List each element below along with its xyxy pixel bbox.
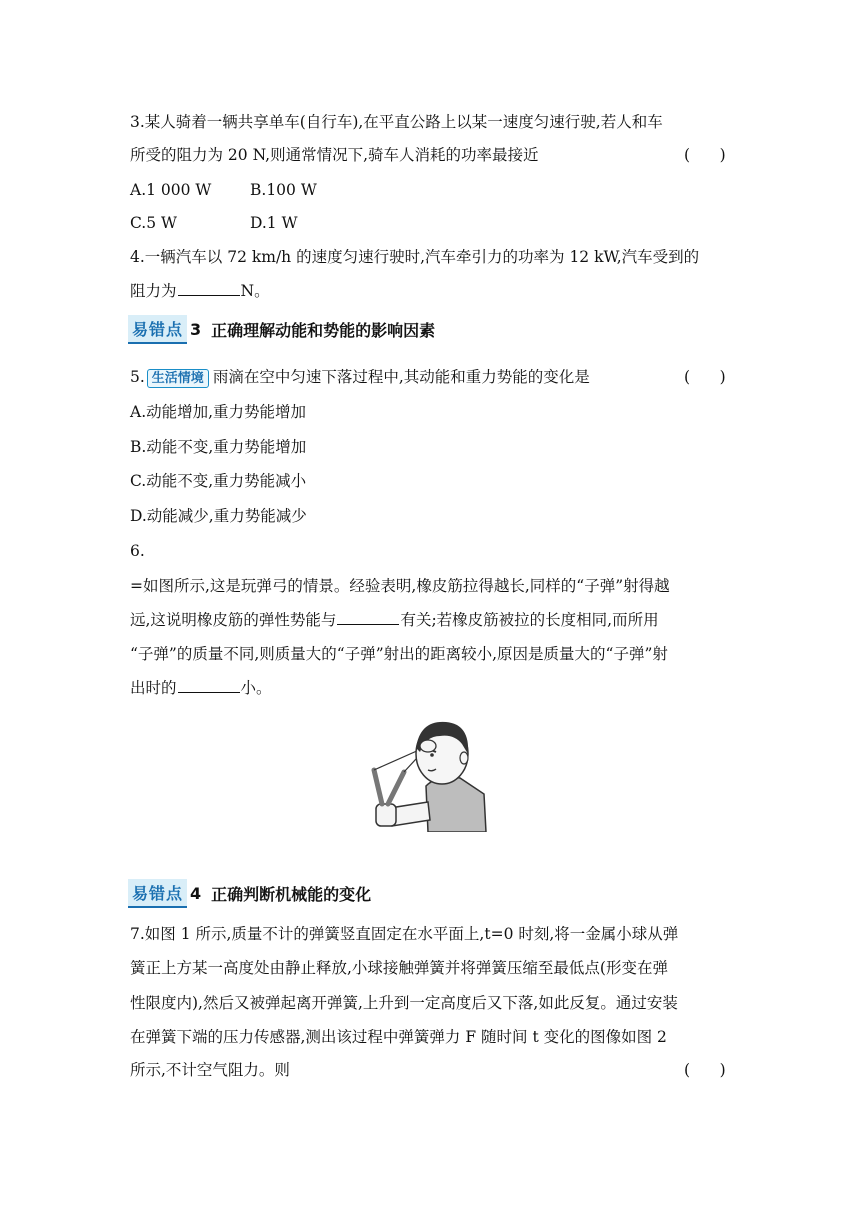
q6-line4-pre: 出时的 [130,679,177,697]
q3-option-c: C.5 W [130,214,177,232]
q6-line4 [130,678,272,698]
q3-line2: 所受的阻力为 20 N,则通常情况下,骑车人消耗的功率最接近 [130,146,539,164]
q3-option-a: A.1 000 W [130,181,212,199]
q6-blank-1 [337,610,399,625]
section-header-4 [128,880,371,906]
section3-tag: 易错点 [128,315,187,344]
q4-line2-pre: 阻力为 [130,282,177,300]
q5-option-b: B.动能不变,重力势能增加 [130,438,307,456]
q4-line1: 4.一辆汽车以 72 km/h 的速度匀速行驶时,汽车牵引力的功率为 12 kW,汽车受到的 [130,248,700,266]
section4-number: 4 [190,883,202,903]
q5-context-badge: 生活情境 [147,369,209,388]
q5-stem-text: 雨滴在空中匀速下落过程中,其动能和重力势能的变化是 [212,368,590,386]
q6-line2 [130,610,659,630]
q5-answer-paren: ( ) [684,368,726,386]
q6-line2-pre: 远,这说明橡皮筋的弹性势能与 [130,611,337,629]
q5-stem [130,367,590,388]
q7-line2: 簧正上方某一高度处由静止释放,小球接触弹簧并将弹簧压缩至最低点(形变在弹 [130,959,668,977]
q7-line1: 7.如图 1 所示,质量不计的弹簧竖直固定在水平面上,t=0 时刻,将一金属小球从弹 [130,925,679,943]
q7-line3: 性限度内),然后又被弹起离开弹簧,上升到一定高度后又下落,如此反复。通过安装 [130,994,678,1012]
q3-option-d: D.1 W [250,214,298,232]
q7-line4: 在弹簧下端的压力传感器,测出该过程中弹簧弹力 F 随时间 t 变化的图像如图 2 [130,1028,667,1046]
q3-answer-paren: ( ) [684,146,726,164]
section3-title: 正确理解动能和势能的影响因素 [211,320,436,340]
q5-option-c: C.动能不变,重力势能减小 [130,472,307,490]
q5-number: 5. [130,368,145,386]
q6-blank-2 [178,678,240,693]
q4-blank [178,281,240,296]
slingshot-illustration [368,708,492,832]
section4-title: 正确判断机械能的变化 [211,884,372,904]
section-header-3 [128,316,435,342]
q3-option-b: B.100 W [250,181,317,199]
q7-answer-paren: ( ) [684,1061,726,1079]
section4-tag: 易错点 [128,879,187,908]
q6-line2-post: 有关;若橡皮筋被拉的长度相同,而所用 [400,611,659,629]
q5-option-a: A.动能增加,重力势能增加 [130,403,307,421]
q6-line3: “子弹”的质量不同,则质量大的“子弹”射出的距离较小,原因是质量大的“子弹”射 [130,645,668,663]
q6-line1: =如图所示,这是玩弹弓的情景。经验表明,橡皮筋拉得越长,同样的“子弹”射得越 [130,577,670,595]
q6-line4-post: 小。 [240,679,272,697]
q7-line5: 所示,不计空气阻力。则 [130,1061,290,1079]
q3-line1: 3.某人骑着一辆共享单车(自行车),在平直公路上以某一速度匀速行驶,若人和车 [130,113,663,131]
q4-line2-post: N。 [240,282,270,300]
section3-number: 3 [190,319,202,339]
q6-number: 6. [130,542,145,560]
q5-option-d: D.动能减少,重力势能减少 [130,507,307,525]
q4-line2 [130,281,270,301]
